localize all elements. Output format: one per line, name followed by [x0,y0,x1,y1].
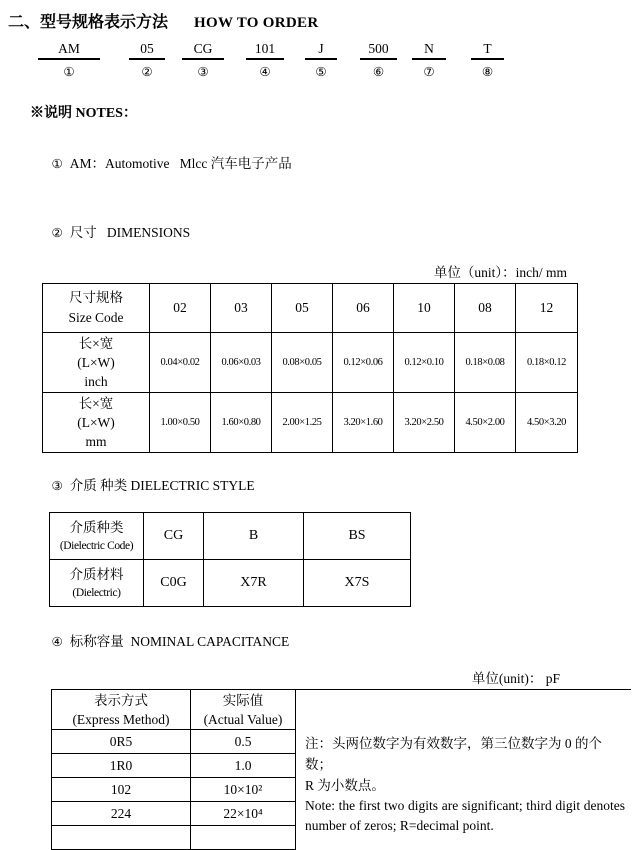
note-item-am [38,136,633,188]
express-method-header-en: (Express Method) [72,711,170,727]
mm-value-cell: 3.20×1.60 [333,393,394,453]
dielectric-code-label-cell [50,513,144,560]
size-code-header-en: Size Code [68,310,124,325]
size-code-cell: 10 [394,284,455,333]
size-code-cell: 02 [150,284,211,333]
capacitance-row [52,730,296,754]
inch-label-line: inch [84,374,108,389]
note-item-num: ① [51,156,63,171]
size-code-cell: 03 [211,284,272,333]
order-code-index: ⑦ [423,64,435,79]
capacitance-row-clipped [52,826,296,850]
order-code-value: J [305,41,337,60]
order-code-index: ② [141,64,153,79]
actual-value-header-cell [191,690,296,730]
order-code-value: N [412,41,446,60]
dimensions-heading [38,205,633,257]
mm-label-line: (L×W) [77,415,115,430]
dielectric-code-cell: BS [304,513,411,560]
inch-value-cell: 0.04×0.02 [150,333,211,393]
size-code-cell: 06 [333,284,394,333]
dimensions-num: ② [51,225,63,240]
dielectric-code-cell: CG [144,513,204,560]
capacitance-heading-text: 标称容量 NOMINAL CAPACITANCE [69,634,290,649]
order-code-part-5 [305,41,337,79]
order-code-part-8 [471,41,504,79]
dielectric-material-label-cell [50,560,144,607]
dimensions-header-row [43,284,578,333]
order-code-part-3 [182,41,224,79]
mm-value-cell: 2.00×1.25 [272,393,333,453]
page-title-zh: 二、型号规格表示方法 [8,14,169,31]
inch-value-cell: 0.06×0.03 [211,333,272,393]
dielectric-heading-text: 介质 种类 DIELECTRIC STYLE [69,478,255,493]
dielectric-code-label-en: (Dielectric Code) [59,540,134,552]
dielectric-material-cell: X7R [204,560,304,607]
inch-label-line: (L×W) [77,355,115,370]
order-code-part-6 [360,41,397,79]
order-code-value: 500 [360,41,397,60]
order-code-index: ① [63,64,75,79]
express-method-cell [52,826,191,850]
capacitance-section [51,689,633,850]
dielectric-table [49,512,411,607]
dielectric-material-cell: X7S [304,560,411,607]
express-method-cell: 1R0 [52,754,191,778]
express-method-header-zh: 表示方式 [94,692,148,708]
capacitance-note-en: Note: the first two digits are significant; third digit denotes number of zeros; R=decimal point. [305,798,625,833]
order-code-index: ④ [259,64,271,79]
inch-value-cell: 0.18×0.12 [516,333,578,393]
order-code-value: T [471,41,504,60]
size-code-header-zh: 尺寸规格 [69,290,123,305]
dielectric-code-label-zh: 介质种类 [69,520,124,535]
order-code-index: ⑧ [481,64,494,79]
mm-value-cell: 4.50×3.20 [516,393,578,453]
inch-value-cell: 0.12×0.10 [394,333,455,393]
capacitance-unit-label: 单位(unit)： pF [471,671,560,686]
page-title [0,0,633,32]
capacitance-header-row [52,690,296,730]
dielectric-num: ③ [51,478,63,493]
dimensions-heading-text: 尺寸 DIMENSIONS [69,225,191,240]
order-code-part-2 [129,41,165,79]
page-title-en: HOW TO ORDER [194,15,319,31]
order-code-part-4 [246,41,284,79]
mm-value-cell: 3.20×2.50 [394,393,455,453]
express-method-cell: 102 [52,778,191,802]
capacitance-row [52,778,296,802]
inch-row-label-cell [43,333,150,393]
mm-value-cell: 1.60×0.80 [211,393,272,453]
order-code-row [0,41,633,87]
order-code-index: ⑥ [372,64,385,79]
actual-value-cell: 22×10⁴ [191,802,296,826]
size-code-cell: 05 [272,284,333,333]
inch-label-line: 长×宽 [78,336,114,351]
actual-value-header-en: (Actual Value) [203,711,283,727]
express-method-header-cell [52,690,191,730]
capacitance-note-zh-line1: 注：头两位数字为有效数字，第三位数字为 0 的个数； [305,736,602,772]
inch-value-cell: 0.08×0.05 [272,333,333,393]
dielectric-heading [38,458,633,510]
capacitance-note-zh-line2: R 为小数点。 [305,778,385,793]
dimensions-inch-row [43,333,578,393]
capacitance-row [52,754,296,778]
order-code-value: CG [182,41,224,60]
order-code-part-7 [412,41,446,79]
express-method-cell: 0R5 [52,730,191,754]
capacitance-note [296,689,631,836]
actual-value-cell: 0.5 [191,730,296,754]
size-code-header-cell [43,284,150,333]
mm-label-line: mm [85,434,107,449]
mm-value-cell: 1.00×0.50 [150,393,211,453]
mm-row-label-cell [43,393,150,453]
inch-value-cell: 0.18×0.08 [455,333,516,393]
actual-value-header-zh: 实际值 [222,692,264,708]
dielectric-code-cell: B [204,513,304,560]
order-code-part-1 [38,41,100,79]
capacitance-heading [38,614,633,666]
order-code-value: 101 [246,41,284,60]
capacitance-table [51,689,296,850]
dielectric-material-label-zh: 介质材料 [69,567,124,582]
note-item-text: AM：Automotive Mlcc 汽车电子产品 [69,156,292,171]
size-code-cell: 08 [455,284,516,333]
notes-heading: ※说明 NOTES： [30,106,137,121]
dimensions-unit-label: 单位（unit）：inch/ mm [433,265,567,280]
dielectric-code-row [50,513,411,560]
actual-value-cell: 1.0 [191,754,296,778]
inch-value-cell: 0.12×0.06 [333,333,394,393]
mm-label-line: 长×宽 [78,396,114,411]
order-code-index: ⑤ [315,64,327,79]
dielectric-material-label-en: (Dielectric) [72,587,121,599]
express-method-cell: 224 [52,802,191,826]
order-code-value: AM [38,41,100,60]
order-code-value: 05 [129,41,165,60]
dielectric-material-cell: C0G [144,560,204,607]
capacitance-row [52,802,296,826]
actual-value-cell [191,826,296,850]
dielectric-material-row [50,560,411,607]
dimensions-table [42,283,578,453]
capacitance-num: ④ [51,634,63,649]
order-code-index: ③ [197,64,209,79]
size-code-cell: 12 [516,284,578,333]
mm-value-cell: 4.50×2.00 [455,393,516,453]
dimensions-mm-row [43,393,578,453]
actual-value-cell: 10×10² [191,778,296,802]
